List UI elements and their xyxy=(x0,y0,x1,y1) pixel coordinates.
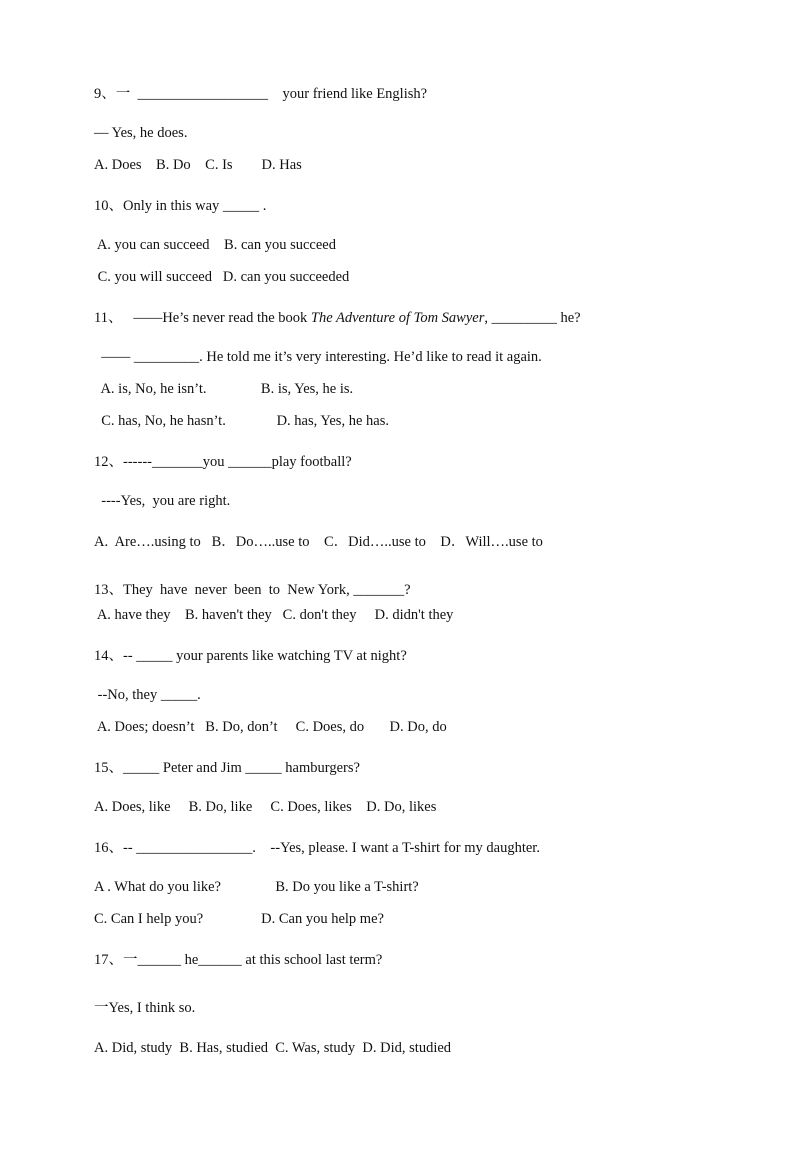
question-14-options: A. Does; doesn’t B. Do, don’t C. Does, do D. Do, do xyxy=(94,719,447,735)
question-9-stem: 9、一 __________________ your friend like English? xyxy=(94,86,428,102)
question-15-stem: 15、_____ Peter and Jim _____ hamburgers? xyxy=(94,760,360,776)
question-16-options-row-2: C. Can I help you? D. Can you help me? xyxy=(94,911,384,927)
question-11-options-row-2: C. has, No, he hasn’t. D. has, Yes, he has. xyxy=(94,413,389,429)
question-16-stem: 16、-- ________________. --Yes, please. I want a T-shirt for my daughter. xyxy=(94,840,540,856)
question-17-options: A. Did, study B. Has, studied C. Was, study D. Did, studied xyxy=(94,1040,452,1056)
question-16-options-row-1: A . What do you like? B. Do you like a T-shirt? xyxy=(94,879,419,895)
question-13-stem: 13、They have never been to New York, _______? xyxy=(94,582,411,598)
question-17-stem: 17、一______ he______ at this school last term? xyxy=(94,952,383,968)
question-12-options: A. Are….using to B．Do…..use to C．Did…..use to D．Will….use to xyxy=(94,534,543,550)
question-11-stem-end: , _________ he? xyxy=(484,310,581,326)
question-12-dialogue: ----Yes, you are right. xyxy=(94,493,231,509)
question-9-dialogue: — Yes, he does. xyxy=(94,125,188,141)
book-title: The Adventure of Tom Sawyer xyxy=(310,310,485,326)
question-10-options-row-1: A. you can succeed B. can you succeed xyxy=(94,237,336,253)
question-10-stem: 10、Only in this way _____ . xyxy=(94,198,267,214)
question-11-stem xyxy=(94,309,581,327)
question-11-stem-start: 11、 ——He’s never read the book xyxy=(94,310,311,326)
question-11-options-row-1: A. is, No, he isn’t. B. is, Yes, he is. xyxy=(94,381,354,397)
question-13-options: A. have they B. haven't they C. don't they D. didn't they xyxy=(94,607,454,623)
question-12-stem: 12、------_______you ______play football? xyxy=(94,454,352,470)
question-15-options: A. Does, like B. Do, like C. Does, likes D. Do, likes xyxy=(94,799,437,815)
question-17-dialogue: 一Yes, I think so. xyxy=(94,1000,196,1016)
question-14-stem: 14、-- _____ your parents like watching TV at night? xyxy=(94,648,407,664)
question-9-options: A. Does B. Do C. Is D. Has xyxy=(94,157,302,173)
question-14-dialogue: --No, they _____. xyxy=(94,687,201,703)
question-11-dialogue: —— _________. He told me it’s very interesting. He’d like to read it again. xyxy=(94,349,542,365)
question-10-options-row-2: C. you will succeed D. can you succeeded xyxy=(94,269,350,285)
